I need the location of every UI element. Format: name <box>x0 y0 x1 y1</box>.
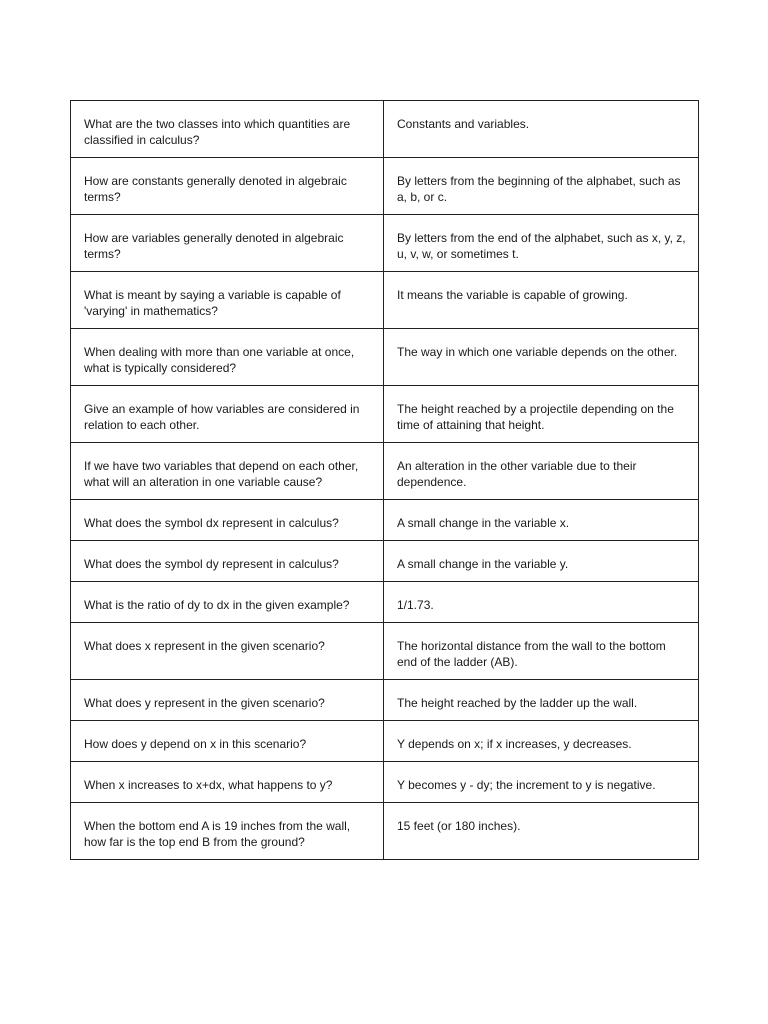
question-cell: How are variables generally denoted in algebraic terms? <box>71 215 384 272</box>
table-row <box>71 272 699 329</box>
question-cell: What is meant by saying a variable is capable of 'varying' in mathematics? <box>71 272 384 329</box>
table-row <box>71 101 699 158</box>
table-row <box>71 762 699 803</box>
table-row <box>71 623 699 680</box>
table-row <box>71 721 699 762</box>
table-row <box>71 215 699 272</box>
table-row <box>71 500 699 541</box>
answer-cell: 1/1.73. <box>384 582 699 623</box>
question-cell: How does y depend on x in this scenario? <box>71 721 384 762</box>
table-row <box>71 329 699 386</box>
table-row <box>71 582 699 623</box>
answer-cell: By letters from the beginning of the alphabet, such as a, b, or c. <box>384 158 699 215</box>
question-cell: How are constants generally denoted in algebraic terms? <box>71 158 384 215</box>
answer-cell: The height reached by the ladder up the wall. <box>384 680 699 721</box>
question-cell: When x increases to x+dx, what happens to y? <box>71 762 384 803</box>
answer-cell: It means the variable is capable of growing. <box>384 272 699 329</box>
flashcard-table <box>70 100 699 860</box>
question-cell: What is the ratio of dy to dx in the given example? <box>71 582 384 623</box>
question-cell: When the bottom end A is 19 inches from the wall, how far is the top end B from the ground? <box>71 803 384 860</box>
answer-cell: A small change in the variable x. <box>384 500 699 541</box>
question-cell: What are the two classes into which quantities are classified in calculus? <box>71 101 384 158</box>
answer-cell: A small change in the variable y. <box>384 541 699 582</box>
table-row <box>71 680 699 721</box>
table-row <box>71 443 699 500</box>
question-cell: When dealing with more than one variable at once, what is typically considered? <box>71 329 384 386</box>
answer-cell: 15 feet (or 180 inches). <box>384 803 699 860</box>
answer-cell: Constants and variables. <box>384 101 699 158</box>
question-cell: What does the symbol dy represent in calculus? <box>71 541 384 582</box>
question-cell: What does y represent in the given scenario? <box>71 680 384 721</box>
answer-cell: The horizontal distance from the wall to the bottom end of the ladder (AB). <box>384 623 699 680</box>
table-row <box>71 803 699 860</box>
question-cell: What does x represent in the given scenario? <box>71 623 384 680</box>
table-row <box>71 541 699 582</box>
question-cell: If we have two variables that depend on each other, what will an alteration in one variable cause? <box>71 443 384 500</box>
answer-cell: The way in which one variable depends on the other. <box>384 329 699 386</box>
answer-cell: The height reached by a projectile depending on the time of attaining that height. <box>384 386 699 443</box>
table-row <box>71 158 699 215</box>
answer-cell: Y becomes y - dy; the increment to y is negative. <box>384 762 699 803</box>
answer-cell: An alteration in the other variable due to their dependence. <box>384 443 699 500</box>
question-cell: What does the symbol dx represent in calculus? <box>71 500 384 541</box>
table-row <box>71 386 699 443</box>
answer-cell: Y depends on x; if x increases, y decreases. <box>384 721 699 762</box>
answer-cell: By letters from the end of the alphabet, such as x, y, z, u, v, w, or sometimes t. <box>384 215 699 272</box>
question-cell: Give an example of how variables are considered in relation to each other. <box>71 386 384 443</box>
